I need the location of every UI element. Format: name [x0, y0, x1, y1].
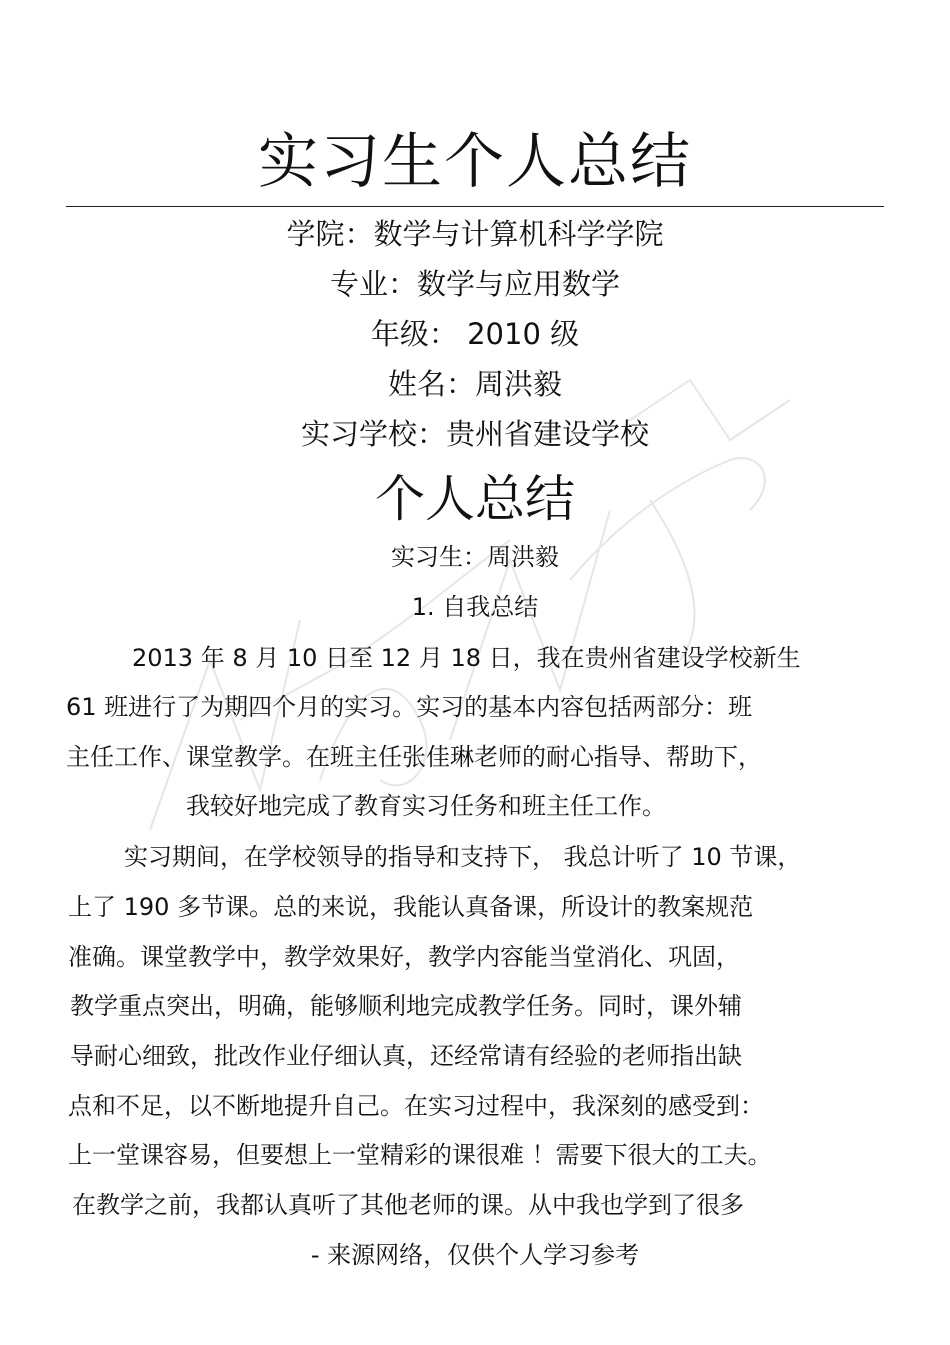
paragraph-line: 实习期间，在学校领导的指导和支持下， 我总计听了 10 节课，	[124, 843, 802, 871]
section-title: 个人总结	[375, 470, 575, 528]
info-grade: 年级： 2010 级	[370, 317, 580, 351]
paragraph-line: 我较好地完成了教育实习任务和班主任工作。	[186, 792, 666, 820]
paragraph-line: 点和不足，以不断地提升自己。在实习过程中，我深刻的感受到：	[68, 1092, 764, 1120]
intern-name: 实习生：周洪毅	[391, 543, 559, 571]
paragraph-line: 上了 190 多节课。总的来说，我能认真备课，所设计的教案规范	[68, 893, 754, 921]
document-title: 实习生个人总结	[258, 127, 692, 197]
info-major: 专业：数学与应用数学	[329, 267, 620, 301]
paragraph-line: 教学重点突出，明确，能够顺利地完成教学任务。同时，课外辅	[70, 992, 742, 1020]
section-heading: 1. 自我总结	[411, 593, 539, 621]
paragraph-line: 准确。课堂教学中，教学效果好，教学内容能当堂消化、巩固，	[68, 943, 740, 971]
info-school: 实习学校：贵州省建设学校	[300, 417, 649, 451]
title-divider	[66, 206, 884, 207]
info-college: 学院：数学与计算机科学学院	[286, 217, 664, 251]
footer-note: - 来源网络，仅供个人学习参考	[310, 1241, 640, 1269]
paragraph-line: 2013 年 8 月 10 日至 12 月 18 日，我在贵州省建设学校新生	[132, 644, 801, 672]
paragraph-line: 上一堂课容易，但要想上一堂精彩的课很难 ！需要下很大的工夫。	[68, 1141, 772, 1169]
paragraph-line: 61 班进行了为期四个月的实习。实习的基本内容包括两部分：班	[66, 693, 753, 721]
paragraph-line: 主任工作、课堂教学。在班主任张佳琳老师的耐心指导、帮助下，	[66, 743, 762, 771]
info-name: 姓名：周洪毅	[387, 367, 562, 401]
paragraph-line: 导耐心细致，批改作业仔细认真，还经常请有经验的老师指出缺	[70, 1042, 742, 1070]
paragraph-line: 在教学之前，我都认真听了其他老师的课。从中我也学到了很多	[72, 1191, 744, 1219]
